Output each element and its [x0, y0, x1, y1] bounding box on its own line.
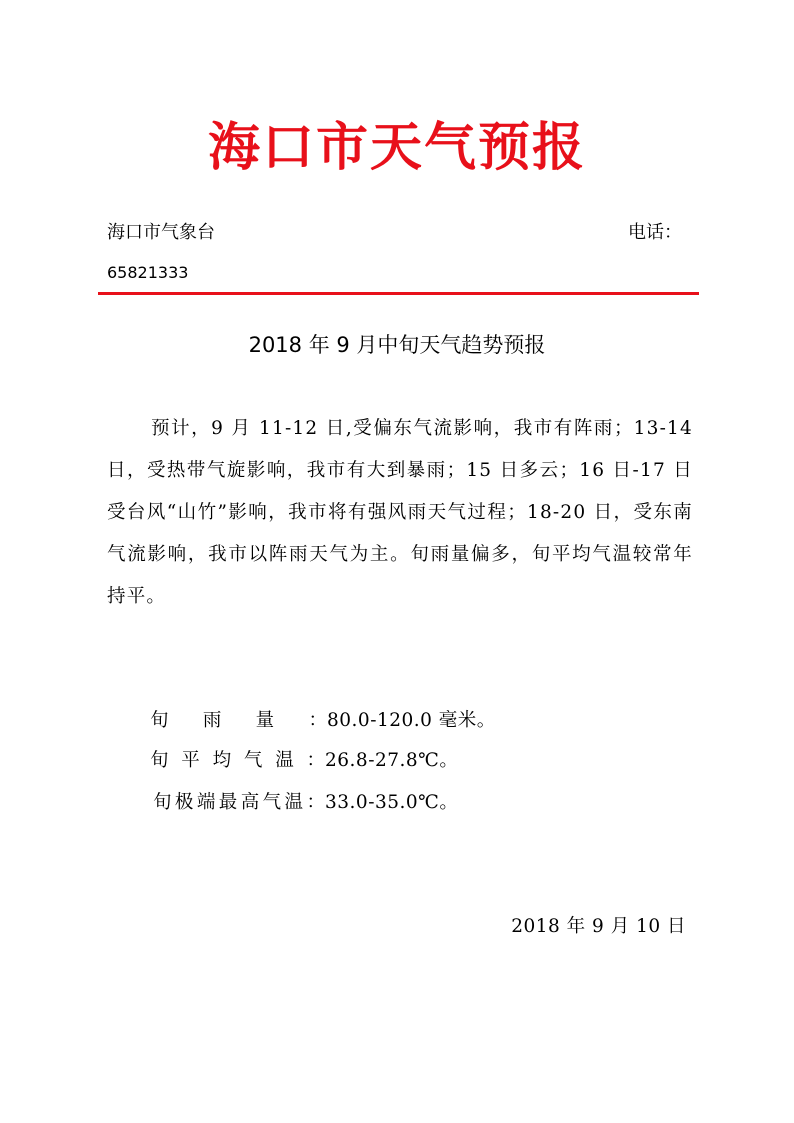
stat-value: 26.8-27.8℃。: [325, 750, 459, 771]
stat-label: 旬平均气温：: [150, 750, 325, 771]
document-title: 2018 年 9 月中旬天气趋势预报: [248, 333, 546, 357]
stat-label: 旬雨量：: [150, 710, 327, 731]
stat-value: 33.0-35.0℃。: [325, 792, 459, 813]
issuer-name: 海口市气象台: [107, 222, 215, 243]
masthead-title: 海口市天气预报: [207, 118, 586, 178]
stat-row-avg-temp: [150, 746, 458, 776]
forecast-paragraph: 预计，9 月 11-12 日,受偏东气流影响，我市有阵雨；13-14 日，受热带气旋影响，我市有大到暴雨；15 日多云；16 日-17 日受台风“山竹”影响，我市将有强风雨天气过程；18-20 日，受东南气流影响，我市以阵雨天气为主。旬雨量偏多，旬平均气温较常年持平。: [107, 418, 693, 607]
stat-row-max-temp: [153, 788, 458, 818]
stat-value: 80.0-120.0 毫米。: [327, 710, 496, 731]
stat-row-rainfall: [150, 706, 496, 736]
phone-label: 电话：: [628, 222, 682, 243]
issue-date: 2018 年 9 月 10 日: [511, 916, 686, 937]
phone-number: 65821333: [107, 263, 189, 282]
header-divider: [98, 292, 699, 295]
stat-label: 旬极端最高气温：: [153, 792, 325, 813]
